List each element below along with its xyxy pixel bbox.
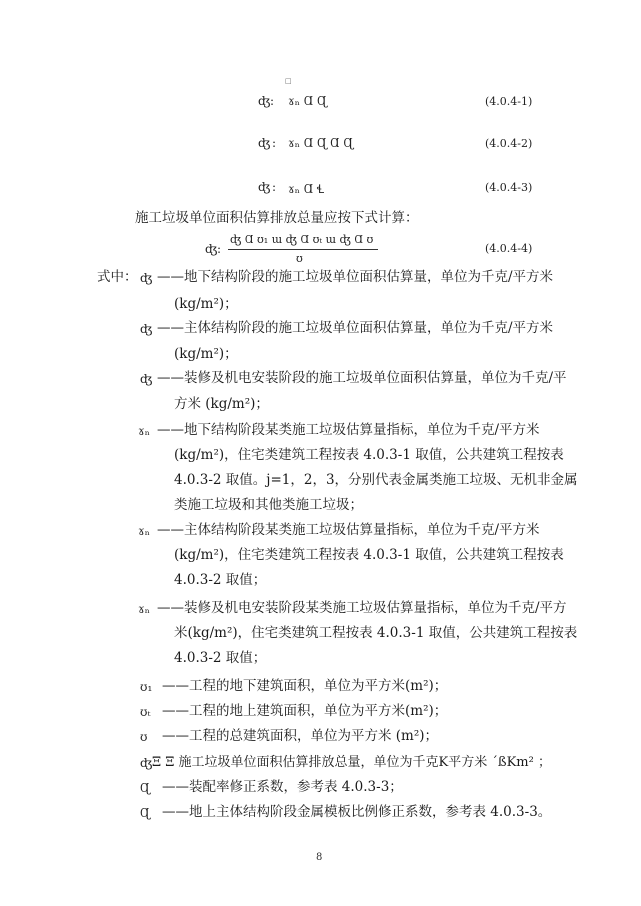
definition-text: ——装配率修正系数，参考表 4.0.3-3； [162, 779, 403, 795]
definition-symbol: Ɋ [140, 806, 150, 820]
definition-text: Ξ Ξ 施工垃圾单位面积估算排放总量，单位为千克K平方米 ´ßKm² ； [152, 755, 551, 770]
equation-lhs: ʤ [258, 136, 271, 150]
where-label: 式中： [97, 269, 138, 285]
definition-text: (kg/m²)，住宅类建筑工程按表 4.0.3-1 取值，公共建筑工程按表 [174, 447, 564, 463]
equation-colon: : [272, 136, 277, 150]
definition-text: ——地下结构阶段某类施工垃圾估算量指标，单位为千克/平方米 [157, 422, 540, 438]
equation-lhs: ʤ [258, 94, 271, 108]
equation-lhs: ʤ [205, 242, 218, 256]
equation-number: (4.0.4-2) [485, 137, 533, 150]
definition-text: (kg/m²)，住宅类建筑工程按表 4.0.3-1 取值，公共建筑工程按表 [174, 547, 564, 563]
definition-symbol: ʤ [140, 756, 153, 770]
definition-text: 4.0.3-2 取值； [174, 650, 267, 666]
definition-text: 类施工垃圾和其他类施工垃圾； [174, 497, 363, 513]
definition-text: (kg/m²)； [174, 296, 238, 312]
fraction-bar [228, 249, 378, 250]
definition-text: 4.0.3-2 取值； [174, 572, 267, 588]
equation-rhs: ɤₙ Ɑ Ɬ [288, 182, 325, 196]
definition-text: ——工程的地上建筑面积，单位为平方米(m²)； [162, 703, 448, 719]
definition-symbol: ʤ [140, 271, 153, 285]
equation-colon: : [270, 94, 275, 108]
equation-denominator: ʊ [296, 252, 303, 265]
definition-text: ——装修及机电安装阶段某类施工垃圾估算量指标，单位为千克/平方 [157, 600, 567, 616]
equation-rhs: ɤₙ Ɑ Ɋ Ɑ Ɋ [288, 136, 353, 150]
definition-text: ——工程的地下建筑面积，单位为平方米(m²)； [162, 678, 448, 694]
definition-symbol: Ɋ [140, 781, 150, 795]
definition-text: 米(kg/m²)，住宅类建筑工程按表 4.0.3-1 取值，公共建筑工程按表 [174, 625, 578, 641]
equation-lhs: ʤ [258, 180, 271, 194]
definition-text: 方米 (kg/m²)； [174, 396, 269, 412]
definition-symbol: ʤ [140, 372, 153, 386]
definition-text: 4.0.3-2 取值。j=1，2，3，分别代表金属类施工垃圾、无机非金属 [174, 472, 578, 488]
equation-colon: : [272, 180, 277, 194]
intro-text: 施工垃圾单位面积估算排放总量应按下式计算： [135, 210, 419, 226]
definition-symbol: ʊₜ [140, 705, 151, 719]
definition-symbol: ʊ₁ [140, 680, 153, 694]
equation-rhs: ɤₙ Ɑ Ɋ [288, 94, 327, 108]
equation-number: (4.0.4-1) [485, 95, 533, 108]
definition-text: (kg/m²)； [174, 346, 238, 362]
definition-symbol: ɤₙ [138, 602, 150, 616]
definition-symbol: ɤₙ [138, 424, 150, 438]
equation-numerator: ʤ Ɑ ʊ₁ ɯ ʤ Ɑ ʊₜ ɯ ʤ Ɑ ʊ [230, 233, 374, 246]
definition-text: ——工程的总建筑面积，单位为平方米 (m²)； [162, 728, 439, 744]
definition-symbol: ʊ [140, 730, 148, 744]
definition-symbol: ʤ [140, 322, 153, 336]
page-number: 8 [316, 852, 323, 863]
definition-text: ——装修及机电安装阶段的施工垃圾单位面积估算量，单位为千克/平 [157, 370, 567, 386]
equation-colon: : [217, 242, 222, 256]
definition-symbol: ɤₙ [138, 524, 150, 538]
equation-mark: □ [285, 77, 292, 85]
definition-text: ——地上主体结构阶段金属模板比例修正系数，参考表 4.0.3-3。 [162, 804, 552, 820]
definition-text: ——地下结构阶段的施工垃圾单位面积估算量，单位为千克/平方米 [157, 269, 554, 285]
equation-number: (4.0.4-3) [485, 181, 533, 194]
definition-text: ——主体结构阶段的施工垃圾单位面积估算量，单位为千克/平方米 [157, 320, 554, 336]
definition-text: ——主体结构阶段某类施工垃圾估算量指标，单位为千克/平方米 [157, 522, 540, 538]
equation-number: (4.0.4-4) [485, 242, 533, 255]
